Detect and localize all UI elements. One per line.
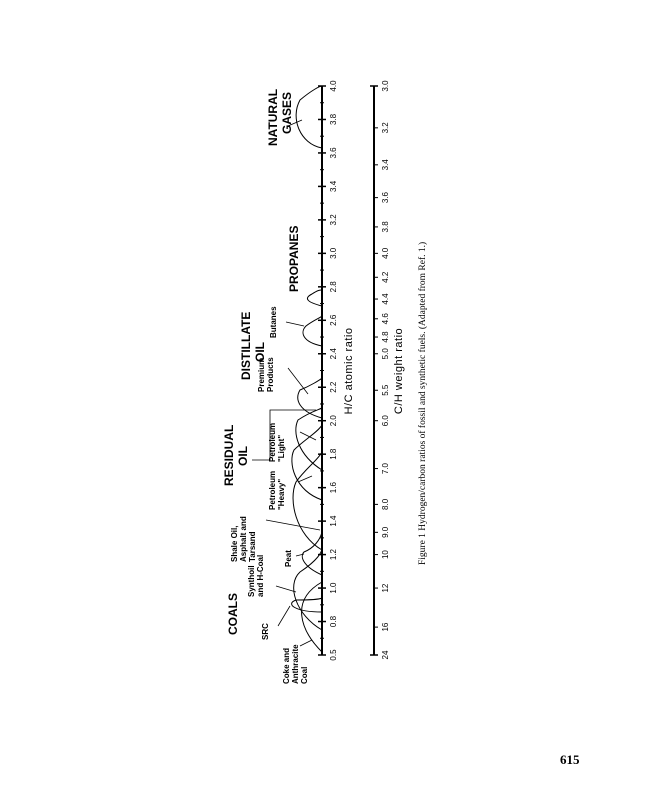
label-heavy-2: "Heavy" [277,478,286,510]
ch-axis-ticks [374,80,390,660]
label-peat: Peat [284,550,293,567]
label-coke-3: Coal [300,666,309,684]
ch-tick-label: 3.2 [381,122,390,134]
ch-tick-label: 6.0 [381,415,390,427]
hc-tick-label: 1.4 [329,515,338,527]
leader-coke [300,640,312,646]
hc-tick-label: 2.0 [329,415,338,427]
hc-tick-label: 0.8 [329,615,338,628]
group-label-distillate-oil-1: DISTILLATE [239,311,253,380]
ch-tick-label: 4.8 [381,331,390,343]
group-label-natural-gases-2: GASES [280,91,294,134]
leader-butanes [286,322,304,326]
hc-tick-label: 2.2 [329,381,338,393]
hc-tick-label: 0.5 [329,649,338,661]
hc-tick-label: 2.4 [329,348,338,360]
hc-tick-label: 3.8 [329,113,338,126]
ch-tick-label: 9.0 [381,526,390,538]
ch-tick-label: 8.0 [381,498,390,510]
ch-tick-label: 4.4 [381,293,390,305]
leader-src [278,606,290,626]
group-label-propanes: PROPANES [287,225,301,292]
label-butanes: Butanes [269,306,278,338]
hc-tick-label: 3.4 [329,180,338,192]
label-heavy-1: Petroleum [268,470,277,510]
curve-premium-products [298,378,322,418]
label-synthoil-2: and H-Coal [256,554,265,597]
distribution-curves [292,86,322,652]
leader-shale [266,520,320,530]
group-label-residual-oil-2: OIL [236,446,250,466]
hc-tick-label: 4.0 [329,80,338,92]
ch-tick-label: 5.5 [381,384,390,396]
ch-tick-label: 3.8 [381,221,390,233]
hc-axis-label: H/C atomic ratio [343,327,355,415]
ch-tick-label: 4.0 [381,247,390,259]
leader-synthoil [276,586,296,592]
ch-tick-label: 4.6 [381,313,390,325]
hc-tick-label: 3.0 [329,247,338,259]
ch-tick-label: 10 [381,550,390,560]
label-src: SRC [261,623,270,640]
group-label-natural-gases-1: NATURAL [266,88,280,146]
curve-coke-anthracite [302,582,322,652]
ch-tick-label: 4.2 [381,271,390,283]
hc-tick-label: 1.2 [329,549,338,561]
ch-tick-label: 3.4 [381,159,390,171]
hc-tick-label: 1.8 [329,448,338,460]
ch-tick-label: 24 [381,650,390,660]
group-label-residual-oil-1: RESIDUAL [222,424,236,486]
group-label-coals: COALS [226,593,240,635]
curve-synthoil-hcoal [294,548,322,630]
label-shale-3: Tarsand [248,531,257,562]
hc-tick-label: 2.8 [329,281,338,293]
label-premium-1: Premium [257,357,266,392]
group-label-distillate-oil-2: OIL [253,342,267,362]
label-coke-1: Coke and [282,647,291,684]
hc-tick-label: 1.6 [329,482,338,494]
label-premium-2: Products [266,357,275,392]
ch-tick-label: 16 [381,622,390,632]
curve-natural-gases [296,86,322,148]
curve-propanes [307,290,322,306]
label-light-2: "Light" [277,434,286,462]
ch-axis-label: C/H weight ratio [393,327,405,415]
leader-premium [288,368,308,394]
label-coke-2: Anthracite [291,644,300,684]
ch-tick-label: 12 [381,583,390,593]
ch-tick-label: 7.0 [381,463,390,475]
figure-caption: Figure 1 Hydrogen/carbon ratios of fossil and synthetic fuels. (Adapted from Ref. 1.) [418,241,428,565]
label-shale-1: Shale Oil, [230,525,239,562]
label-synthoil-1: Synthoil [247,565,256,597]
ch-tick-label: 5.0 [381,348,390,360]
ch-tick-label: 3.0 [381,80,390,92]
page-number: 615 [560,752,580,767]
hc-tick-label: 1.0 [329,582,338,594]
hc-tick-label: 3.6 [329,147,338,159]
hc-tick-label: 3.2 [329,214,338,226]
hc-tick-label: 2.6 [329,314,338,326]
label-light-1: Petroleum [268,422,277,462]
ch-tick-label: 3.6 [381,192,390,204]
label-shale-2: Asphalt and [239,516,248,562]
